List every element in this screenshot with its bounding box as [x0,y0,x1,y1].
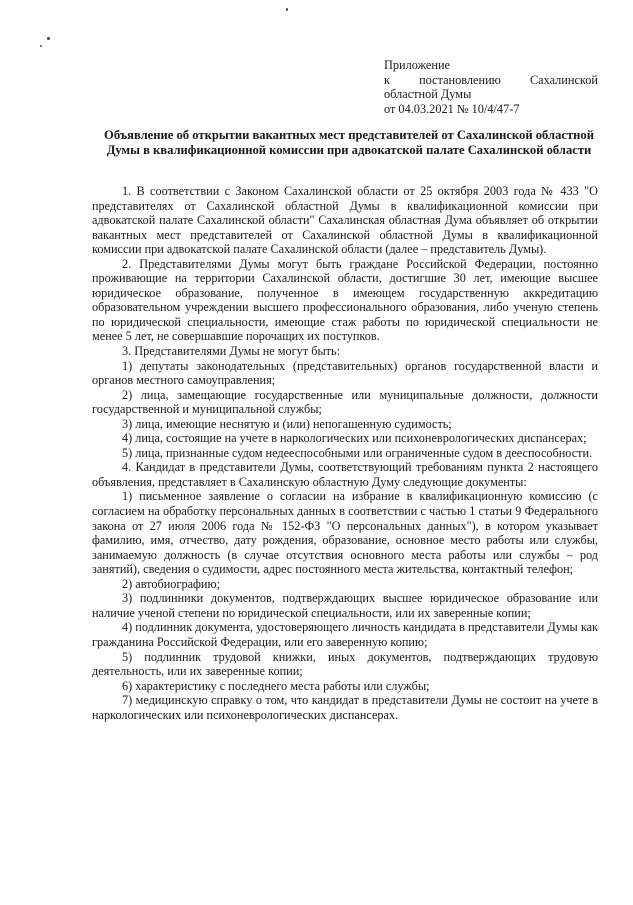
appendix-decree-line [384,73,598,88]
paragraph: 1. В соответствии с Законом Сахалинской области от 25 октября 2003 года № 433 "О представителях от Сахалинской областной Думы в квалификационной комиссии при адвокатской палате Сахалинской области" Сахалинская областная Дума объявляет об открытии вакантных мест представителей от Сахалинской областной Думы в квалификационной комиссии при адвокатской палате Сахалинской области (далее – представитель Думы). [92,184,598,257]
appendix-word: к [384,72,390,87]
list-item: 3) подлинники документов, подтверждающих высшее юридическое образование или наличие ученой степени по юридической специальности, или их заверенные копии; [92,591,598,620]
scan-speck [40,45,42,47]
scan-speck [286,8,288,11]
list-item: 1) письменное заявление о согласии на избрание в квалификационную комиссию (с согласием на обработку персональных данных в соответствии с частью 1 статьи 9 Федерального закона от 27 июля 2006 года № 152-ФЗ "О персональных данных"), в котором указывает фамилию, имя, отчество, дату рождения, образование, основное место работы или службы, занимаемую должность (в случае отсутствия основного места работы или службы – род занятий), сведения о судимости, адрес постоянного места жительства, контактный телефон; [92,489,598,577]
document-body [92,184,598,722]
list-item: 2) лица, замещающие государственные или муниципальные должности, должности государственной и муниципальной службы; [92,387,598,417]
list-item: 4) подлинник документа, удостоверяющего личность кандидата в представители Думы как гражданина Российской Федерации, или его заверенную копию; [92,620,598,649]
scan-speck [47,37,50,40]
paragraph: 2. Представителями Думы могут быть граждане Российской Федерации, постоянно проживающие на территории Сахалинской области, достигшие 30 лет, имеющие высшее юридическое образование, полученное в имеющем государственную аккредитацию образовательном учреждении высшего профессионального образования, либо ученую степень по юридической специальности, имеющие стаж работы по юридической специальности не менее 5 лет, не совершавшие порочащих их поступков. [92,256,598,344]
list-item: 5) подлинник трудовой книжки, иных документов, подтверждающих трудовую деятельность, или их заверенные копии; [92,649,598,679]
list-item: 6) характеристику с последнего места работы или службы; [122,678,430,693]
list-item: 4) лица, состоящие на учете в наркологических или психоневрологических диспансерах; [122,431,587,446]
appendix-line: Приложение [384,58,450,72]
appendix-header [384,58,598,116]
list-item: 7) медицинскую справку о том, что кандидат в представители Думы не состоит на учете в наркологических или психоневрологических диспансерах. [92,693,598,722]
appendix-word: Сахалинской [529,72,598,87]
list-item: 2) автобиографию; [122,576,221,591]
appendix-date-number: от 04.03.2021 № 10/4/47-7 [384,101,520,116]
paragraph: 3. Представителями Думы не могут быть: [122,344,341,359]
list-item: 3) лица, имеющие неснятую и (или) непогашенную судимость; [122,416,452,431]
appendix-word: постановлению [419,72,501,87]
document-title: Объявление об открытии вакантных мест представителей от Сахалинской областной Думы в квалификационной комиссии при адвокатской палате Сахалинской области [104,128,594,157]
appendix-line: областной Думы [384,87,472,102]
paragraph: 4. Кандидат в представители Думы, соответствующий требованиям пункта 2 настоящего объявления, представляет в Сахалинскую областную Думу следующие документы: [92,460,598,489]
list-item: 1) депутаты законодательных (представительных) органов государственной власти и органов местного самоуправления; [92,358,598,388]
list-item: 5) лица, признанные судом недееспособными или ограниченные судом в дееспособности. [122,445,593,460]
